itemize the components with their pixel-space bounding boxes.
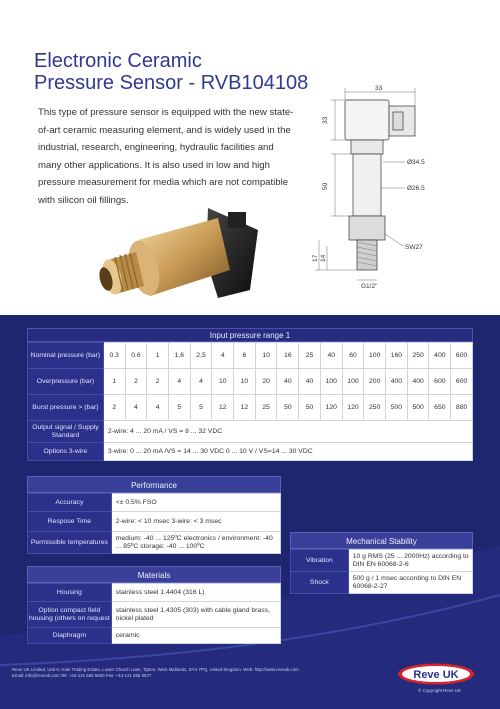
performance-value: <± 0.5% FSO — [111, 494, 280, 512]
pressure-cell: 120 — [342, 395, 364, 421]
pressure-cell: 12 — [212, 395, 234, 421]
table-row — [28, 512, 281, 532]
pressure-cell: 600 — [451, 369, 473, 395]
pressure-row-label: Overpressure (bar) — [28, 369, 104, 395]
pressure-cell: 40 — [320, 343, 342, 369]
options-label: Options 3-wire — [28, 443, 104, 461]
dimension-drawing — [305, 82, 485, 297]
table-row — [28, 602, 281, 628]
materials-grid — [27, 583, 281, 644]
pressure-row-label: Nominal pressure (bar) — [28, 343, 104, 369]
pressure-cell: 25 — [255, 395, 277, 421]
pressure-cell: 5 — [190, 395, 212, 421]
pressure-cell: 160 — [386, 343, 408, 369]
pressure-cell: 500 — [386, 395, 408, 421]
table-row — [28, 443, 473, 461]
pressure-cell: 10 — [255, 343, 277, 369]
pressure-cell: 600 — [429, 369, 451, 395]
pressure-cell: 4 — [168, 369, 190, 395]
pressure-cell: 12 — [234, 395, 256, 421]
pressure-cell: 10 — [212, 369, 234, 395]
footer-address: Reve UK Limited, Unit 6, Hale Trading Estate, Lower Church Lane, Tipton, West Midlands, DY4 7PQ, United Kingdom. Web: http://www.reveuk.com Email: info@reveuk.com Tel: +44-121 555 5900 Fax: +44-121 555 5577 — [12, 667, 299, 679]
pressure-cell: 400 — [386, 369, 408, 395]
copyright: © Copyright Reve UK — [418, 688, 462, 693]
pressure-cell: 250 — [407, 343, 429, 369]
mechanical-label: Shock — [291, 572, 349, 594]
dim-height2: 50 — [322, 182, 329, 190]
output-signal-value: 2-wire: 4 ... 20 mA / VS = 8 ... 32 VDC — [103, 421, 472, 443]
pressure-cell: 600 — [451, 343, 473, 369]
performance-value: medium: -40 ... 125ºC electronics / environment: -40 ... 85ºC storage: -40 ... 100ºC — [111, 532, 280, 554]
dim-14: 14 — [320, 254, 327, 262]
pressure-cell: 250 — [364, 395, 386, 421]
pressure-cell: 5 — [168, 395, 190, 421]
pressure-cell: 40 — [299, 369, 321, 395]
table-row — [291, 572, 473, 594]
pressure-cell: 880 — [451, 395, 473, 421]
table-row — [28, 421, 473, 443]
pressure-row-label: Burst pressure > (bar) — [28, 395, 104, 421]
mechanical-label: Vibration — [291, 550, 349, 572]
performance-label: Permissible temperatures — [28, 532, 112, 554]
options-value: 3-wire: 0 ... 20 mA /VS = 14 ... 30 VDC 0 ... 10 V / VS=14 ... 30 VDC — [103, 443, 472, 461]
pressure-cell: 100 — [364, 343, 386, 369]
pressure-cell: 2 — [147, 369, 169, 395]
pressure-cell: 1 — [103, 369, 125, 395]
pressure-cell: 60 — [342, 343, 364, 369]
pressure-cell: 4 — [190, 369, 212, 395]
pressure-cell: 25 — [299, 343, 321, 369]
pressure-cell: 2 — [125, 369, 147, 395]
table-row — [28, 369, 473, 395]
table-row — [28, 532, 281, 554]
title-line-2: Pressure Sensor - RVB104108 — [34, 72, 309, 94]
mechanical-value: 500 g / 1 msec according to DIN EN 60068-2-27 — [348, 572, 472, 594]
intro-paragraph: This type of pressure sensor is equipped with the new state-of-art ceramic measuring element, and is widely used in the industrial, research, engineering, hydraulic facilities and many other applications. It is also used in low and high pressure measurement for media which are not compatible with silicon oil fillings. — [38, 107, 294, 206]
pressure-cell: 500 — [407, 395, 429, 421]
dim-height1: 33 — [322, 116, 329, 124]
pressure-cell: 100 — [342, 369, 364, 395]
mechanical-header: Mechanical Stability — [290, 532, 473, 549]
pressure-cell: 2,5 — [190, 343, 212, 369]
output-signal-label: Output signal / Supply Standard — [28, 421, 104, 443]
pressure-cell: 50 — [277, 395, 299, 421]
dim-17: 17 — [312, 254, 319, 262]
performance-label: Respose Time — [28, 512, 112, 532]
dim-top: 33 — [375, 85, 383, 92]
table-row — [28, 584, 281, 602]
performance-table — [27, 476, 281, 554]
pressure-cell: 4 — [212, 343, 234, 369]
pressure-cell: 1,6 — [168, 343, 190, 369]
mechanical-value: 10 g RMS (25 ... 2000Hz) according to DIN EN 60068-2-6 — [348, 550, 472, 572]
pressure-cell: 100 — [320, 369, 342, 395]
table-row — [28, 395, 473, 421]
pressure-cell: 120 — [320, 395, 342, 421]
pressure-cell: 10 — [234, 369, 256, 395]
performance-header: Performance — [27, 476, 281, 493]
pressure-cell: 50 — [299, 395, 321, 421]
table-row — [28, 628, 281, 644]
pressure-cell: 40 — [277, 369, 299, 395]
pressure-table — [27, 328, 473, 461]
materials-value: ceramic — [111, 628, 280, 644]
dim-sw: SW27 — [405, 244, 423, 251]
materials-label: Housing — [28, 584, 112, 602]
dim-thread: G1/2" — [361, 283, 378, 290]
pressure-cell: 4 — [125, 395, 147, 421]
pressure-cell: 2 — [103, 395, 125, 421]
pressure-cell: 400 — [429, 343, 451, 369]
table-row — [291, 550, 473, 572]
pressure-cell: 200 — [364, 369, 386, 395]
pressure-cell: 6 — [234, 343, 256, 369]
materials-value: stainless steel 1.4404 (316 L) — [111, 584, 280, 602]
pressure-cell: 1 — [147, 343, 169, 369]
title-line-1: Electronic Ceramic — [34, 50, 202, 72]
pressure-cell: 4 — [147, 395, 169, 421]
dim-d1: Ø34.5 — [407, 159, 425, 166]
logo-text: Reve UK — [413, 669, 459, 681]
pressure-cell: 400 — [407, 369, 429, 395]
dim-d2: Ø26.5 — [407, 185, 425, 192]
performance-grid — [27, 493, 281, 554]
pressure-cell: 0.6 — [125, 343, 147, 369]
materials-table — [27, 566, 281, 644]
materials-header: Materials — [27, 566, 281, 583]
product-image — [78, 200, 268, 320]
table-row — [28, 343, 473, 369]
table-row — [28, 494, 281, 512]
pressure-cell: 0.3 — [103, 343, 125, 369]
materials-label: Diaphragm — [28, 628, 112, 644]
materials-value: stainless steel 1.4305 (303) with cable gland brass, nickel plated — [111, 602, 280, 628]
performance-label: Accuracy — [28, 494, 112, 512]
pressure-grid — [27, 342, 473, 461]
materials-label: Option compact field housing (others on request — [28, 602, 112, 628]
pressure-cell: 650 — [429, 395, 451, 421]
pressure-cell: 20 — [255, 369, 277, 395]
pressure-table-header: Input pressure range 1 — [27, 328, 473, 342]
pressure-cell: 16 — [277, 343, 299, 369]
performance-value: 2-wire: < 10 msec 3-wire: < 3 msec — [111, 512, 280, 532]
reve-uk-logo[interactable] — [396, 662, 476, 686]
mechanical-grid — [290, 549, 473, 594]
mechanical-table — [290, 532, 473, 594]
